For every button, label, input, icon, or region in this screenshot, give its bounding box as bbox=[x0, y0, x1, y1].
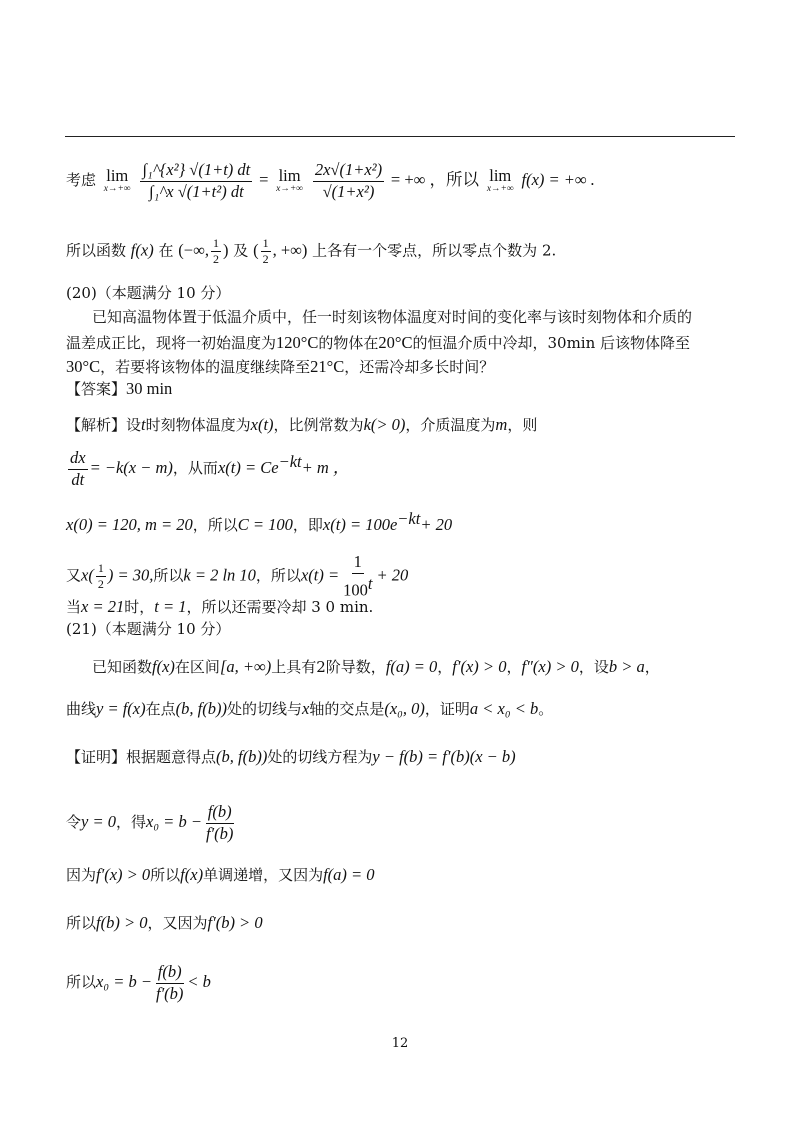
text-kaolv: 考虑 bbox=[66, 171, 97, 190]
integral-numerator: ∫₁^{x²} √(1+t) dt bbox=[140, 160, 252, 182]
dx-dt-fraction: $\frac{dx}{dt}$ bbox=[70, 448, 86, 489]
fb-over-fpb-1: $\frac{f(b)}{f'(b)}$ bbox=[205, 802, 234, 843]
fx: f(x) bbox=[130, 240, 154, 260]
q20-heading: (20)（本题满分 10 分） bbox=[66, 284, 231, 302]
text-and: 及 bbox=[233, 241, 249, 260]
x-21: x = 21 bbox=[81, 597, 125, 616]
q21-proof-line-5: 所以x₀ = b − $\frac{f(b)}{f'(b)}$ < b bbox=[66, 962, 211, 1003]
q21-paragraph-1: 已知函数f(x)在区间[a, +∞)上具有2阶导数，f(a) = 0，f′(x) > 0，f″(x) > 0，设b > a， bbox=[92, 657, 660, 676]
half-fraction-1: $\frac{1}{2}$ bbox=[212, 236, 219, 266]
claim-inequality: a < x₀ < b bbox=[469, 699, 539, 718]
ratio-numerator: 2x√(1+x²) bbox=[313, 160, 384, 182]
general-solution: x(t) = Ce bbox=[217, 458, 279, 478]
q20-ode-line: $\frac{dx}{dt}$ = −k(x − m)，从而$x(t) = Ce^{-kt}+ m$ ， bbox=[70, 448, 350, 489]
tangent-equation: y − f(b) = f′(b)(x − b) bbox=[372, 747, 516, 766]
k-value: k = 2 ln 10 bbox=[183, 565, 256, 585]
answer-value: 30 min bbox=[126, 379, 173, 398]
particular-solution: x(t) = 100e bbox=[322, 515, 398, 534]
result-text: = +∞ ，所以 bbox=[390, 170, 480, 190]
limit-operator-1: lim x→+∞ bbox=[103, 165, 131, 195]
q21-paragraph-2: 曲线y = f(x)在点(b, f(b))处的切线与x轴的交点是(x₀, 0)，证明a < x₀ < b。 bbox=[66, 699, 554, 718]
ode-rhs: = −k(x − m) bbox=[89, 458, 173, 478]
interval-left-end: ) bbox=[222, 240, 229, 260]
domain-interval: [a, +∞) bbox=[219, 657, 272, 676]
half-fraction-2: $\frac{1}{2}$ bbox=[262, 236, 269, 266]
temp-30: 30°C bbox=[66, 357, 101, 376]
q20-analysis-line-1: 【解析】设t时刻物体温度为x(t)，比例常数为k(> 0)，介质温度为m，则 bbox=[66, 415, 538, 434]
q21-proof-line-4: 所以f(b) > 0，又因为f′(b) > 0 bbox=[66, 913, 263, 932]
temp-20: 20°C bbox=[378, 333, 413, 352]
proof-label: 【证明】 bbox=[66, 748, 127, 766]
q21-proof-line-1: 【证明】根据题意得点(b, f(b))处的切线方程为y − f(b) = f′(b)(x − b) bbox=[66, 747, 516, 766]
q20-paragraph-1: 已知高温物体置于低温介质中，任一时刻该物体温度对时间的变化率与该时刻物体和介质的 bbox=[92, 308, 693, 326]
integral-ratio bbox=[140, 160, 252, 202]
c-value: C = 100 bbox=[237, 515, 293, 534]
integral-denominator: ∫₁^x √(1+t²) dt bbox=[149, 181, 244, 201]
header-rule bbox=[65, 136, 735, 137]
initial-conditions: x(0) = 120, m = 20 bbox=[66, 515, 193, 534]
limit-result: f(x) = +∞ . bbox=[521, 170, 595, 190]
interval-right-start: ( bbox=[253, 240, 259, 260]
power-fraction: $\frac{1}{100^t}$ bbox=[343, 552, 373, 600]
derivative-ratio bbox=[313, 160, 384, 202]
zeros-line bbox=[66, 236, 556, 267]
q20-paragraph-3: 30°C，若要将该物体的温度继续降至21°C，还需冷却多长时间？ bbox=[66, 357, 495, 376]
ratio-denominator: √(1+x²) bbox=[322, 181, 375, 201]
q21-heading: (21)（本题满分 10 分） bbox=[66, 620, 231, 638]
t-1: t = 1 bbox=[154, 597, 187, 616]
limit-line bbox=[66, 160, 595, 202]
page-number: 12 bbox=[391, 1036, 409, 1051]
interval-left-start: (−∞, bbox=[178, 240, 209, 260]
q20-answer bbox=[66, 378, 172, 400]
analysis-label: 【解析】 bbox=[66, 416, 127, 434]
fb-over-fpb-2: $\frac{f(b)}{f'(b)}$ bbox=[155, 962, 184, 1003]
temp-120: 120°C bbox=[276, 333, 319, 352]
text-b: 在 bbox=[158, 241, 174, 260]
limit-operator-2: lim x→+∞ bbox=[276, 165, 304, 195]
equals: = bbox=[259, 170, 269, 190]
q21-proof-line-2: 令y = 0，得x₀ = b − $\frac{f(b)}{f'(b)}$ bbox=[66, 802, 234, 843]
q20-initial-line: x(0) = 120, m = 20，所以C = 100，即$x(t) = 100e^{-kt}+ 20$ bbox=[66, 509, 453, 534]
q20-paragraph-2: 温差成正比，现将一初始温度为120°C的物体在20°C的恒温介质中冷却，30min 后该物体降至 bbox=[66, 333, 691, 352]
interval-right-end: , +∞) bbox=[272, 240, 308, 260]
half-fraction-3: $\frac{1}{2}$ bbox=[97, 560, 104, 591]
answer-label: 【答案】 bbox=[66, 380, 127, 398]
text-a: 所以函数 bbox=[66, 241, 127, 260]
q21-proof-line-3: 因为f′(x) > 0所以f(x)单调递增，又因为f(a) = 0 bbox=[66, 865, 375, 884]
zeros-conclusion: 上各有一个零点，所以零点个数为 2. bbox=[312, 241, 557, 260]
temp-21: 21°C bbox=[310, 357, 345, 376]
limit-operator-3: lim x→+∞ bbox=[486, 165, 514, 195]
q20-conclusion: 当x = 21时，t = 1，所以还需要冷却 3 0 min. bbox=[66, 597, 374, 616]
q20-k-line: 又x( $\frac{1}{2}$ ) = 30,所以k = 2 ln 10，所以x(t) = $\frac{1}{100^t}$ + 20 bbox=[66, 552, 409, 600]
